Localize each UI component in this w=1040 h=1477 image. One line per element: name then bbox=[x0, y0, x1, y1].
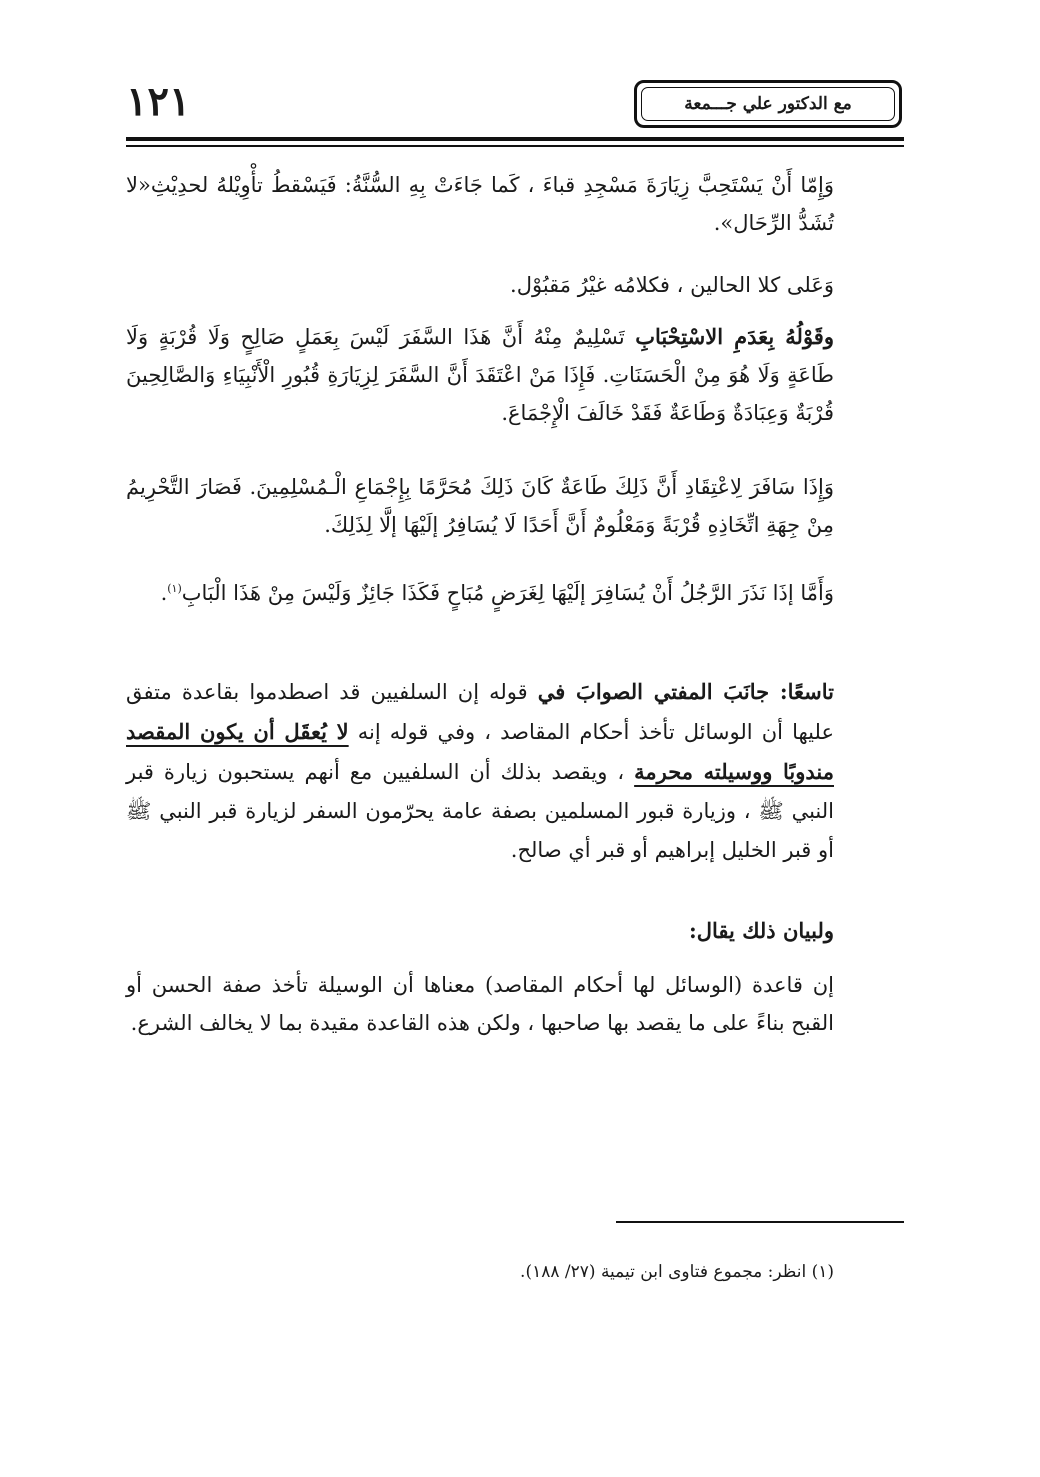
footnote-1: (١) انظر: مجموع فتاوى ابن تيمية (٢٧/ ١٨٨). bbox=[520, 1262, 834, 1282]
footnote-ref-1[interactable]: (١) bbox=[167, 582, 182, 595]
page-number: ١٢١ bbox=[126, 78, 191, 125]
running-title: مع الدكتور علي جـــمعة bbox=[641, 87, 895, 121]
paragraph-6 bbox=[126, 672, 834, 870]
paragraph-8: إن قاعدة (الوسائل لها أحكام المقاصد) معناها أن الوسيلة تأخذ صفة الحسن أو القبح بناءً على ما يقصد بها صاحبها ، ولكن هذه القاعدة مقيدة بما لا يخالف الشرع. bbox=[126, 973, 834, 1035]
paragraph-6-body-b: ، ويقصد بذلك أن السلفيين مع أنهم يستحبون زيارة قبر النبي ﷺ ، وزيارة قبور المسلمين بصفة عامة يحرّمون السفر لزيارة قبر النبي ﷺ أو قبر الخليل إبراهيم أو قبر أي صالح. bbox=[126, 760, 834, 862]
paragraph-3 bbox=[126, 318, 834, 432]
paragraph-7-heading: ولبيان ذلك يقال: bbox=[689, 918, 834, 943]
header-rule-thick bbox=[126, 137, 904, 141]
paragraph-3-body: تَسْلِيمٌ مِنْهُ أَنَّ هَذَا السَّفَرَ لَيْسَ بِعَمَلٍ صَالِحٍ وَلَا قُرْبَةٍ وَلَا طَاعَةٍ وَلَا هُوَ مِنْ الْحَسَنَاتِ. فَإِذَا مَنْ اعْتَقَدَ أَنَّ السَّفَرَ لِزِيَارَةِ قُبُورِ الْأَنْبِيَاءِ وَالصَّالِحِينَ قُرْبَةٌ وَعِبَادَةٌ وَطَاعَةٌ فَقَدْ خَالَفَ الْإِجْمَاعَ. bbox=[126, 325, 834, 425]
paragraph-6-body-a: قوله إن السلفيين قد اصطدموا بقاعدة متفق عليها أن الوسائل تأخذ أحكام المقاصد ، وفي قوله إنه bbox=[126, 680, 834, 744]
footnote-separator bbox=[616, 1221, 904, 1223]
paragraph-2: وَعَلى كلا الحالين ، فكلامُه غيْرُ مَقبُوْل. bbox=[510, 273, 834, 297]
running-title-frame bbox=[634, 80, 902, 128]
paragraph-5-end: . bbox=[160, 581, 168, 605]
paragraph-6-lead: تاسعًا: جانَبَ المفتي الصوابَ في bbox=[537, 679, 834, 704]
paragraph-1: وَإِمّا أَنْ يَسْتَحِبَّ زِيَارَةَ مَسْجِدِ قباءَ ، كَما جَاءَتْ بِهِ السُّنَّةُ: فَيَسْقطُ تأْوِيْلهُ لحدِيْثِ«لا تُشَدُّ الرِّحَال». bbox=[126, 173, 834, 235]
paragraph-3-lead: وقَوْلُهُ بِعَدَمِ الاسْتِحْبَابِ bbox=[635, 324, 834, 349]
paragraph-5-body: وَأَمَّا إذَا نَذَرَ الرَّجُلُ أَنْ يُسَافِرَ إلَيْهَا لِغَرَضٍ مُبَاحٍ فَكَذَا جَائِزٌ وَلَيْسَ مِنْ هَذَا الْبَابِ bbox=[181, 581, 834, 605]
paragraph-5 bbox=[126, 570, 834, 612]
paragraph-4: وَإِذَا سَافَرَ لِاعْتِقَادِ أَنَّ ذَلِكَ طَاعَةٌ كَانَ ذَلِكَ مُحَرَّمًا بِإِجْمَاعِ الْـمُسْلِمِينَ. فَصَارَ التَّحْرِيمُ مِنْ جِهَةِ اتِّخَاذِهِ قُرْبَةً وَمَعْلُومٌ أَنَّ أَحَدًا لَا يُسَافِرُ إلَيْهَا إلَّا لِذَلِكَ. bbox=[126, 475, 834, 537]
header-rule-thin bbox=[126, 145, 904, 147]
paragraph-6-underlined: لا يُعقَل أن يكون المقصد مندوبًا ووسيلته محرمة bbox=[126, 719, 834, 784]
